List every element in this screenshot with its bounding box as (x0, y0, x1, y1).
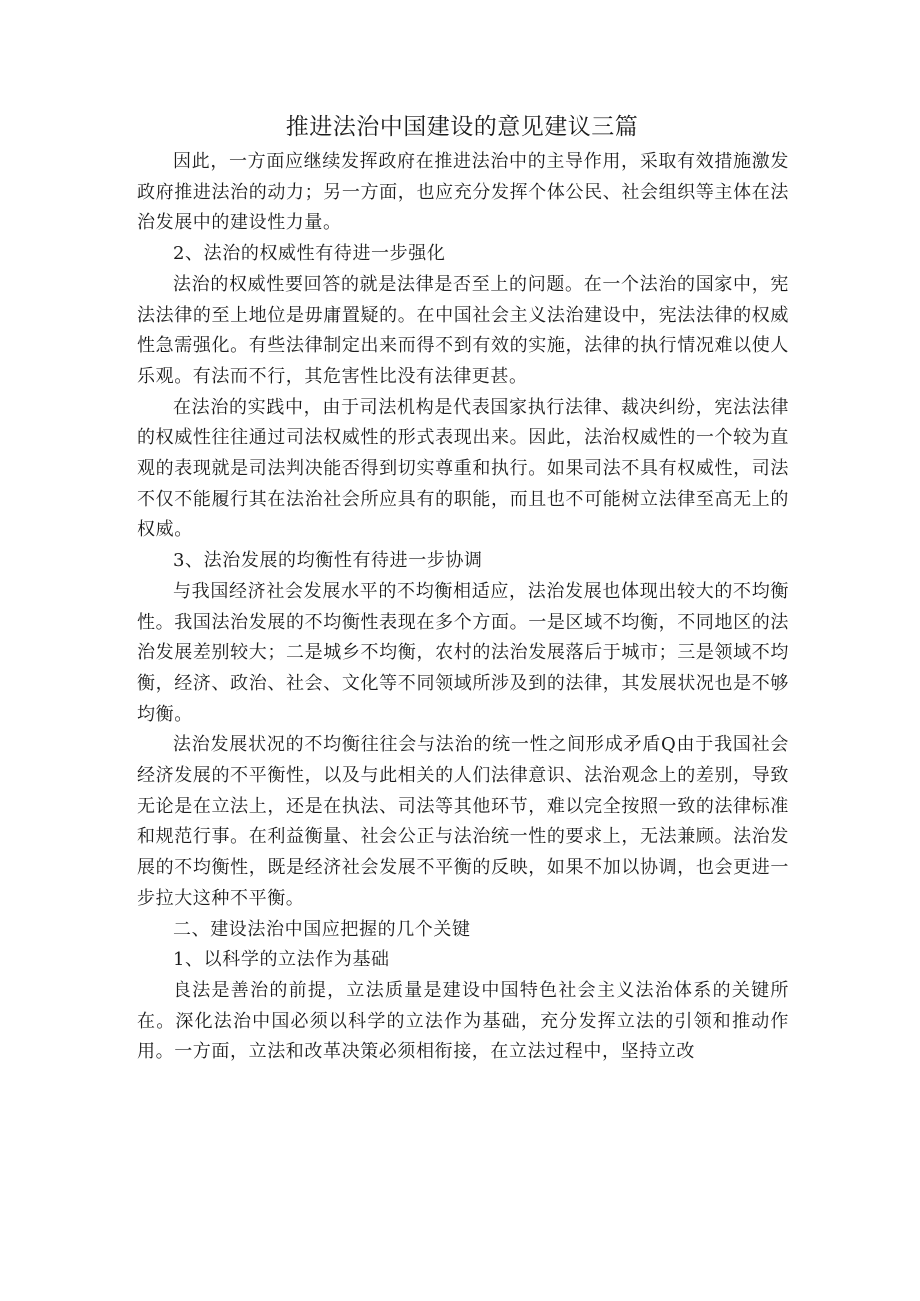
body-paragraph: 法治的权威性要回答的就是法律是否至上的问题。在一个法治的国家中，宪法法律的至上地位是毋庸置疑的。在中国社会主义法治建设中，宪法法律的权威性急需强化。有些法律制定出来而得不到有效的实施，法律的执行情况难以使人乐观。有法而不行，其危害性比没有法律更甚。 (137, 273, 789, 387)
chapter-heading: 二、建设法治中国应把握的几个关键 (173, 918, 471, 940)
body-paragraph: 与我国经济社会发展水平的不均衡相适应，法治发展也体现出较大的不均衡性。我国法治发展的不均衡性表现在多个方面。一是区域不均衡，不同地区的法治发展差别较大；二是城乡不均衡，农村的法治发展落后于城市；三是领域不均衡，经济、政治、社会、文化等不同领域所涉及到的法律，其发展状况也是不够均衡。 (137, 580, 789, 725)
body-paragraph: 在法治的实践中，由于司法机构是代表国家执行法律、裁决纠纷，宪法法律的权威性往往通过司法权威性的形式表现出来。因此，法治权威性的一个较为直观的表现就是司法判决能否得到切实尊重和执行。如果司法不具有权威性，司法不仅不能履行其在法治社会所应具有的职能，而且也不可能树立法律至高无上的权威。 (137, 396, 789, 541)
section-heading: 1、以科学的立法作为基础 (173, 949, 390, 971)
body-paragraph: 法治发展状况的不均衡往往会与法治的统一性之间形成矛盾Q由于我国社会经济发展的不平衡性，以及与此相关的人们法律意识、法治观念上的差别，导致无论是在立法上，还是在执法、司法等其他环节，难以完全按照一致的法律标准和规范行事。在利益衡量、社会公正与法治统一性的要求上，无法兼顾。法治发展的不均衡性，既是经济社会发展不平衡的反映，如果不加以协调，也会更进一步拉大这种不平衡。 (137, 734, 789, 909)
document-body (137, 147, 789, 1068)
body-paragraph: 因此，一方面应继续发挥政府在推进法治中的主导作用，采取有效措施激发政府推进法治的动力；另一方面，也应充分发挥个体公民、社会组织等主体在法治发展中的建设性力量。 (137, 151, 789, 234)
section-heading: 3、法治发展的均衡性有待进一步协调 (173, 550, 483, 572)
body-paragraph: 良法是善治的前提，立法质量是建设中国特色社会主义法治体系的关键所在。深化法治中国必须以科学的立法作为基础，充分发挥立法的引领和推动作用。一方面，立法和改革决策必须相衔接，在立法过程中，坚持立改 (137, 979, 789, 1063)
document-title: 推进法治中国建设的意见建议三篇 (285, 114, 639, 140)
section-heading: 2、法治的权威性有待进一步强化 (173, 243, 446, 265)
